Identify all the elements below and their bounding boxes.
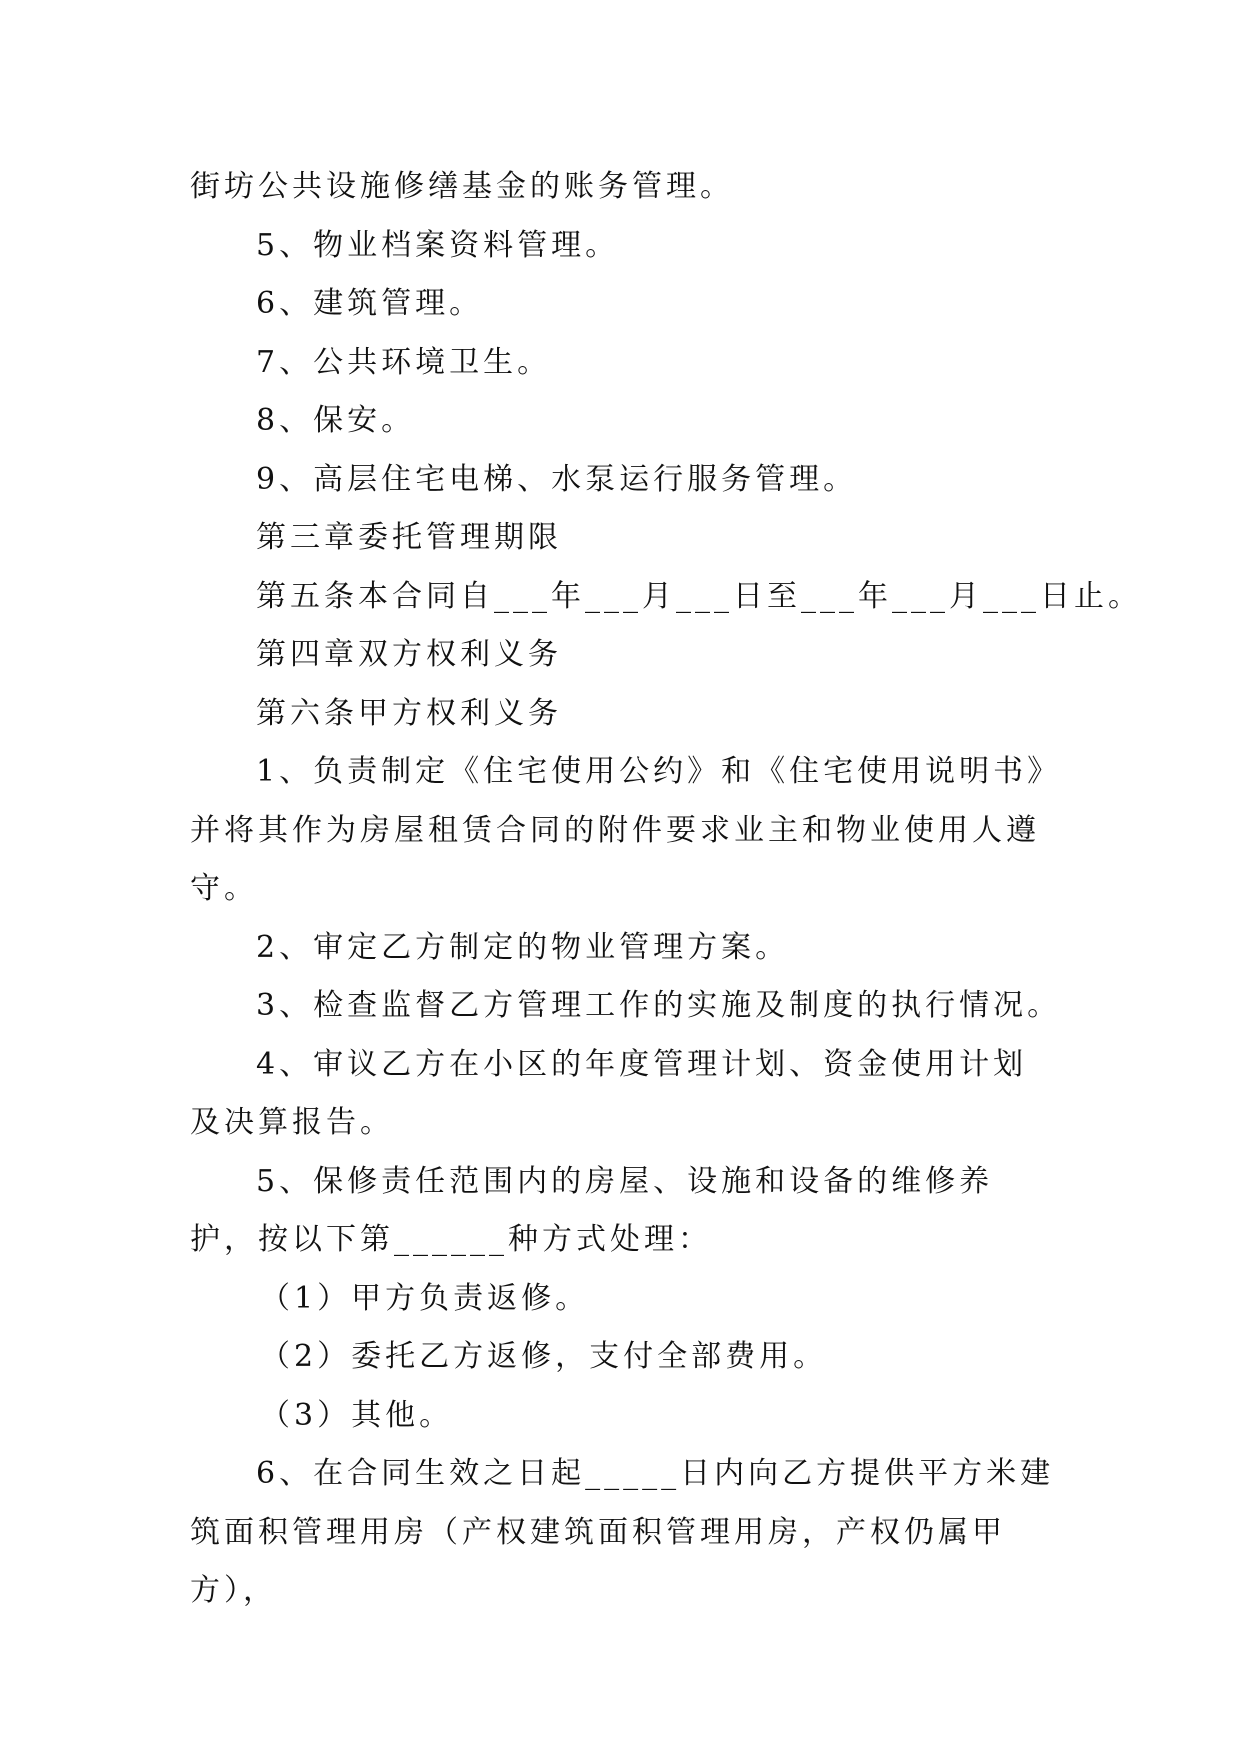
sub-item: （2）委托乙方返修，支付全部费用。 (260, 1339, 828, 1374)
list-item: 3、检查监督乙方管理工作的实施及制度的执行情况。 (256, 988, 1062, 1023)
chapter-heading: 第四章双方权利义务 (256, 637, 562, 672)
article-text: 第五条本合同自___年___月___日至___年___月___日止。 (256, 578, 1142, 614)
chapter-heading: 第三章委托管理期限 (256, 520, 562, 555)
text-line: 街坊公共设施修缮基金的账务管理。 (190, 169, 734, 204)
list-item: 4、审议乙方在小区的年度管理计划、资金使用计划及决算报告。 (190, 1046, 1028, 1140)
list-item: 1、负责制定《住宅使用公约》和《住宅使用说明书》并将其作为房屋租赁合同的附件要求业主和物业使用人遵守。 (190, 754, 1047, 906)
list-item: 5、保修责任范围内的房屋、设施和设备的维修养护，按以下第______种方式处理： (190, 1163, 994, 1257)
list-item: 5、物业档案资料管理。 (256, 227, 620, 263)
list-item: 6、建筑管理。 (256, 286, 484, 321)
list-item: 6、在合同生效之日起_____日内向乙方提供平方米建筑面积管理用房（产权建筑面积管理用房，产权仍属甲方）， (190, 1456, 1055, 1608)
sub-item: （1）甲方负责返修。 (260, 1280, 590, 1316)
document-page (190, 158, 1142, 1621)
list-item: 8、保安。 (256, 403, 416, 438)
list-item: 7、公共环境卫生。 (256, 344, 552, 380)
article-heading: 第六条甲方权利义务 (256, 695, 562, 731)
list-item: 2、审定乙方制定的物业管理方案。 (256, 929, 790, 965)
list-item: 9、高层住宅电梯、水泵运行服务管理。 (256, 461, 858, 497)
sub-item: （3）其他。 (260, 1397, 454, 1433)
